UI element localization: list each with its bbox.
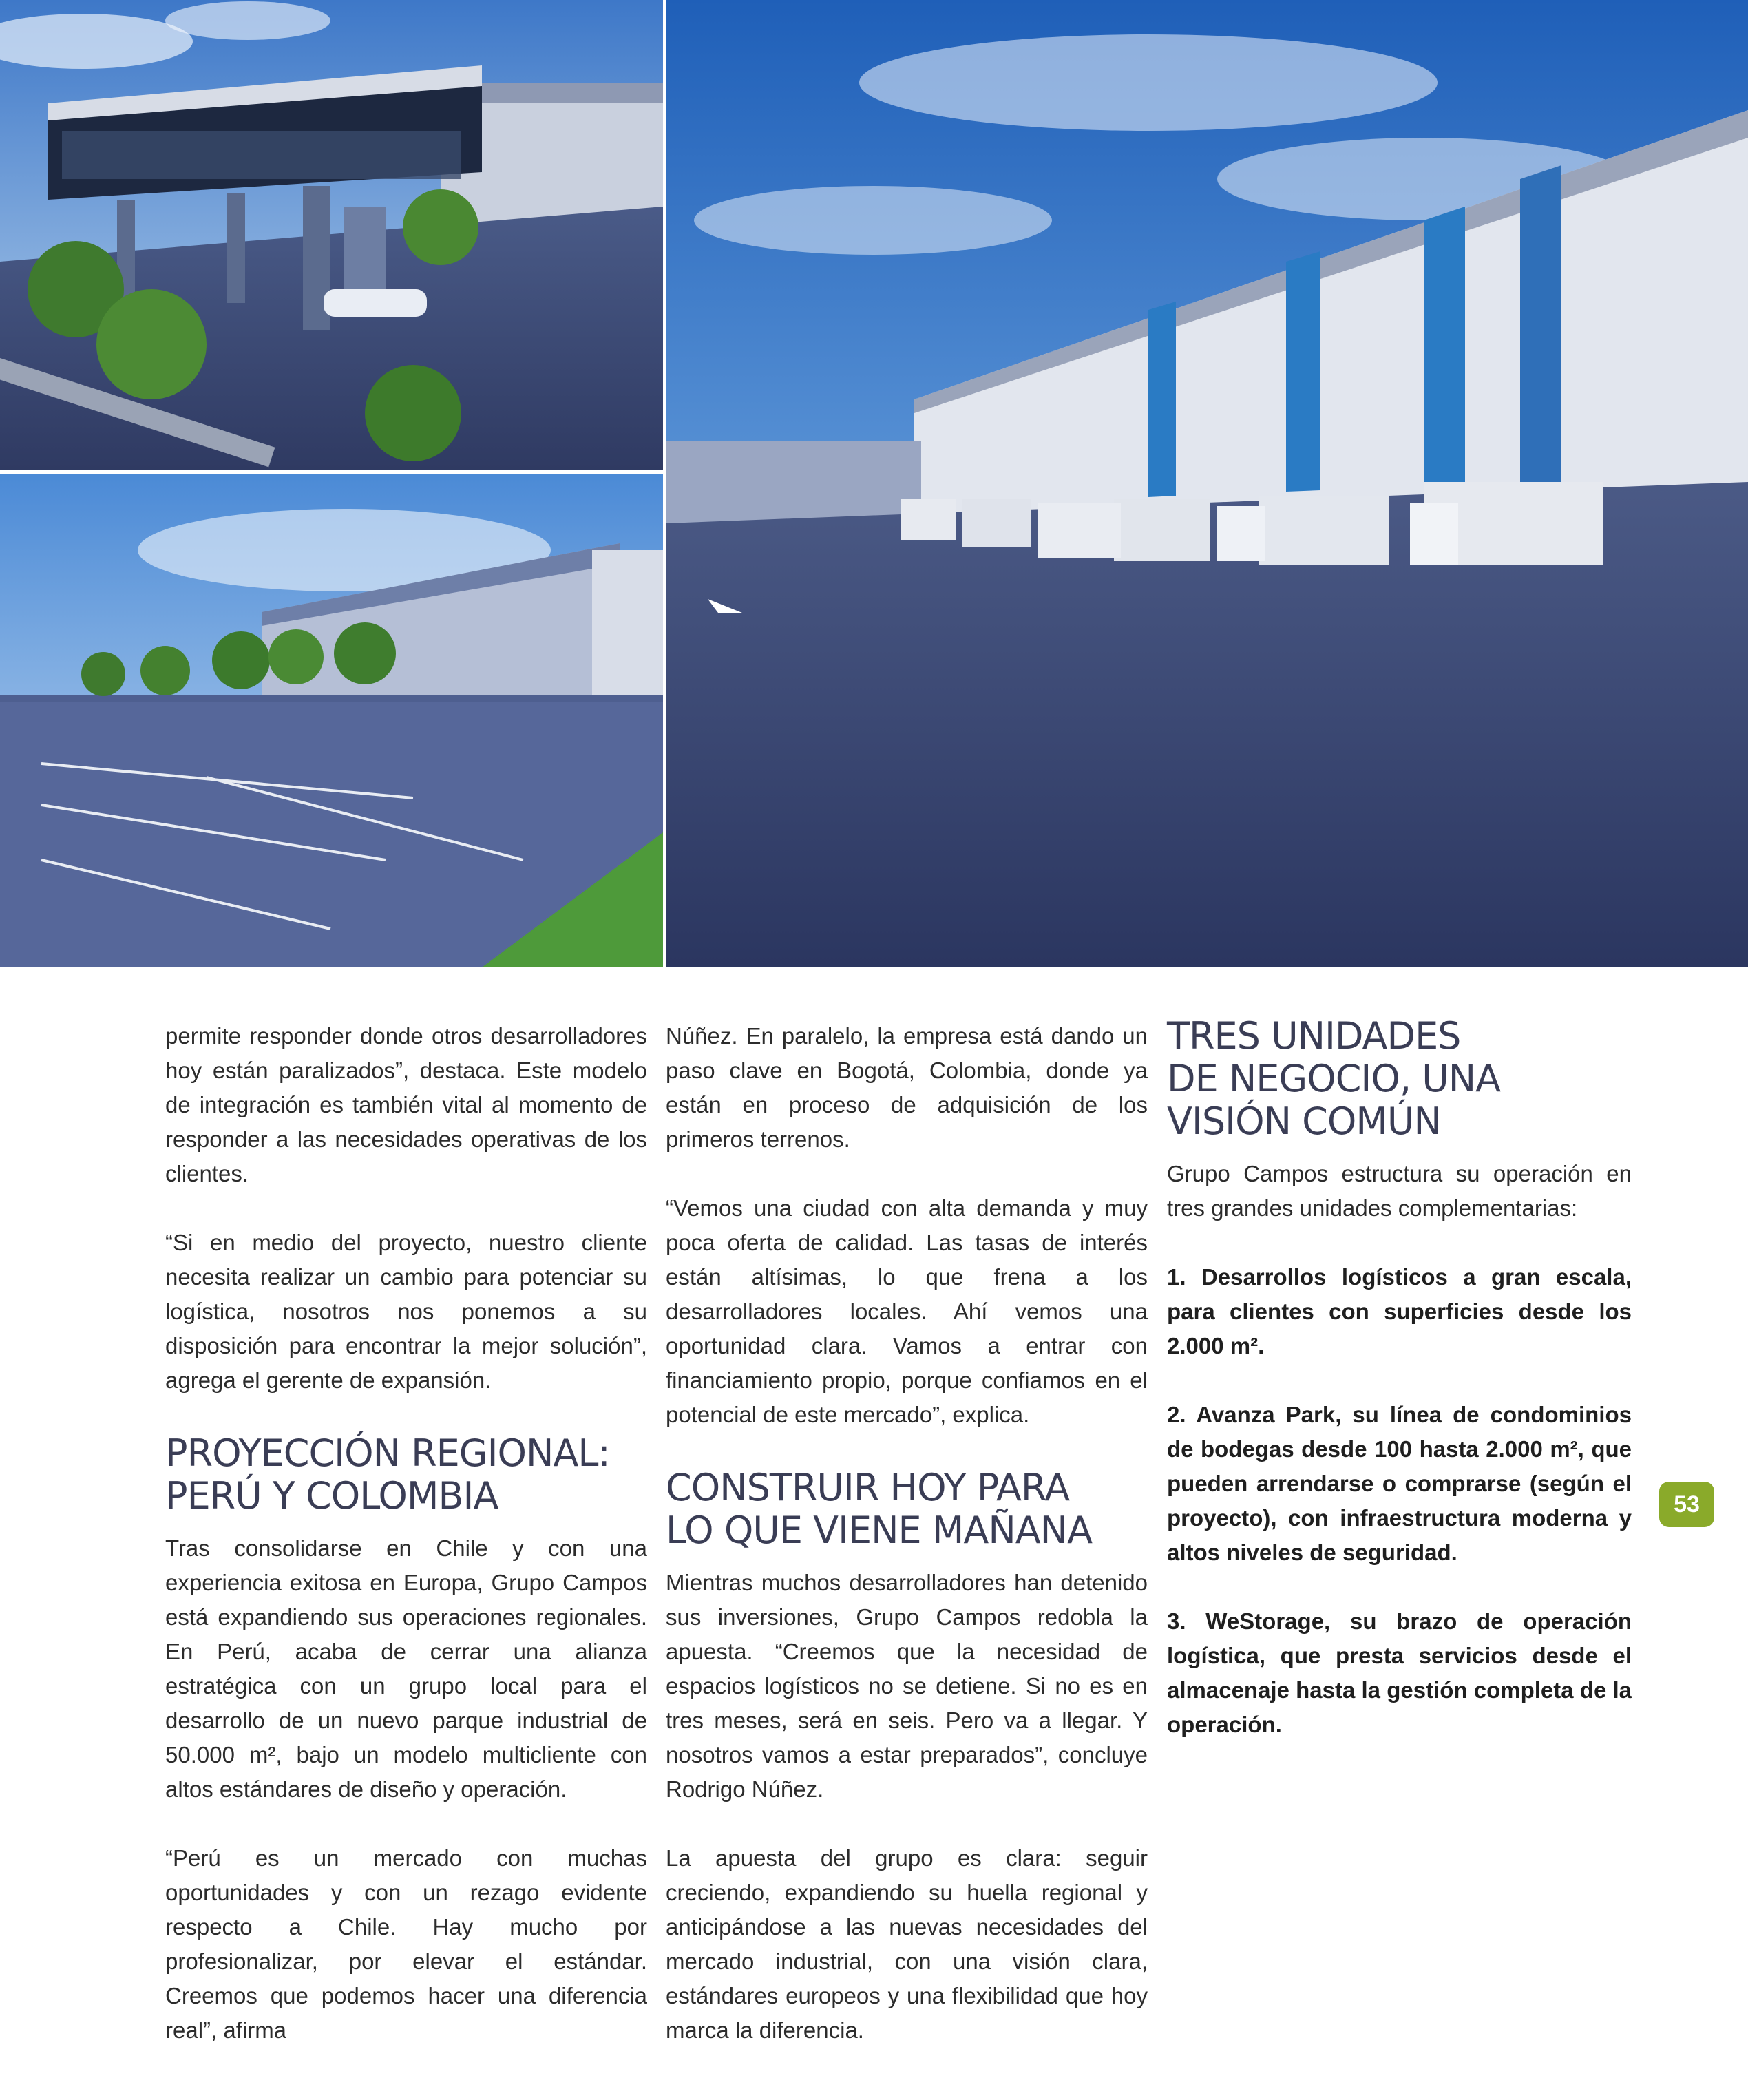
paragraph: “Si en medio del proyecto, nuestro cliente necesita realizar un cambio para potenciar su logística, nosotros nos ponemos a su disposición para encontrar la mejor solución”, agrega el gerente de expansión. bbox=[165, 1230, 647, 1393]
photo-office-building bbox=[0, 0, 663, 470]
list-item: 1. Desarrollos logísticos a gran escala, para clientes con superficies desde los 2.000 m². bbox=[1167, 1264, 1632, 1358]
warehouse-trucks-render bbox=[666, 0, 1748, 967]
paragraph: “Vemos una ciudad con alta demanda y muy poca oferta de calidad. Las tasas de interés están altísimas, lo que frena a los desarrolladores locales. Ahí vemos una oportunidad clara. Vamos a entrar con financiamiento propio, porque confiamos en el potencial de este mercado”, explica. bbox=[666, 1195, 1148, 1427]
paragraph: Grupo Campos estructura su operación en tres grandes unidades complementarias: bbox=[1167, 1161, 1632, 1221]
parking-render bbox=[0, 474, 663, 967]
heading-line: TRES UNIDADES bbox=[1167, 1014, 1461, 1058]
section-heading-regional bbox=[165, 1432, 647, 1518]
photo-warehouse-trucks bbox=[666, 0, 1748, 967]
paragraph: Mientras muchos desarrolladores han detenido sus inversiones, Grupo Campos redobla la apuesta. “Creemos que la necesidad de espacios logísticos no se detiene. Si no es en tres meses, será en seis. Pero va a llegar. Y nosotros vamos a estar preparados”, concluye Rodrigo Núñez. bbox=[666, 1570, 1148, 1802]
paragraph: Núñez. En paralelo, la empresa está dando un paso clave en Bogotá, Colombia, donde ya están en proceso de adquisición de los primeros terrenos. bbox=[666, 1023, 1148, 1152]
paragraph: permite responder donde otros desarrolladores hoy están paralizados”, destaca. Este modelo de integración es también vital al momento de responder a las necesidades operativas de los clientes. bbox=[165, 1023, 647, 1186]
heading-line: CONSTRUIR HOY PARA bbox=[666, 1466, 1070, 1509]
paragraph: La apuesta del grupo es clara: seguir creciendo, expandiendo su huella regional y anticipándose a las nuevas necesidades del mercado industrial, con una visión clara, estándares europeos y una flexibilidad que hoy marca la diferencia. bbox=[666, 1845, 1148, 2043]
paragraph: Tras consolidarse en Chile y con una experiencia exitosa en Europa, Grupo Campos está expandiendo sus operaciones regionales. En Perú, acaba de cerrar una alianza estratégica con un grupo local para el desarrollo de un nuevo parque industrial de 50.000 m², bajo un modelo multicliente con altos estándares de diseño y operación. bbox=[165, 1535, 647, 1802]
heading-line: DE NEGOCIO, UNA bbox=[1167, 1057, 1501, 1100]
list-item: 3. WeStorage, su brazo de operación logística, que presta servicios desde el almacenaje hasta la gestión completa de la operación. bbox=[1167, 1608, 1632, 1737]
section-heading-unidades bbox=[1167, 1015, 1632, 1143]
photo-parking-warehouse bbox=[0, 474, 663, 967]
office-building-render bbox=[0, 0, 663, 470]
text-column-2 bbox=[666, 1019, 1148, 2082]
section-heading-construir bbox=[666, 1467, 1148, 1552]
page-number-badge: 53 bbox=[1659, 1482, 1714, 1527]
heading-line: PERÚ Y COLOMBIA bbox=[165, 1474, 498, 1518]
text-column-1 bbox=[165, 1019, 647, 2082]
heading-line: PROYECCIÓN REGIONAL: bbox=[165, 1431, 610, 1475]
list-item: 2. Avanza Park, su línea de condominios de bodegas desde 100 hasta 2.000 m², que pueden arrendarse o comprarse (según el proyecto), con infraestructura moderna y altos niveles de seguridad. bbox=[1167, 1402, 1632, 1565]
text-column-3 bbox=[1167, 1015, 1632, 1776]
heading-line: LO QUE VIENE MAÑANA bbox=[666, 1509, 1093, 1552]
paragraph: “Perú es un mercado con muchas oportunidades y con un rezago evidente respecto a Chile. Hay mucho por profesionalizar, por elevar el estándar. Creemos que podemos hacer una diferencia real”, afirma bbox=[165, 1845, 647, 2043]
heading-line: VISIÓN COMÚN bbox=[1167, 1100, 1441, 1143]
